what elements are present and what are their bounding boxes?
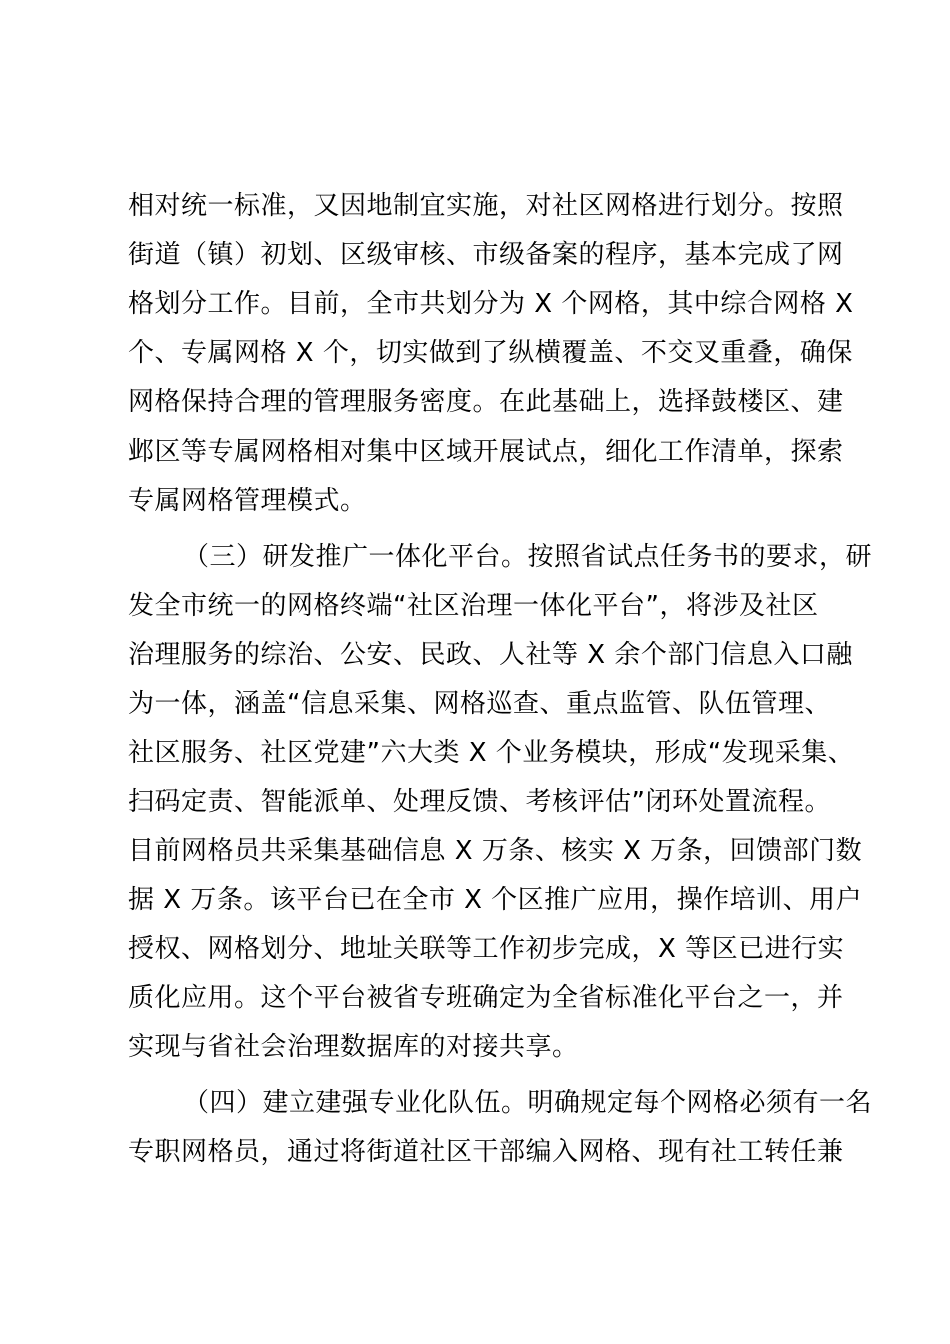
text-line: 专职网格员，通过将街道社区干部编入网格、现有社工转任兼: [128, 1137, 844, 1167]
text-line: 个、专属网格 X 个，切实做到了纵横覆盖、不交叉重叠，确保: [128, 338, 853, 368]
text-line: 发全市统一的网格终端“社区治理一体化平台”，将涉及社区: [128, 591, 819, 621]
text-line: 街道（镇）初划、区级审核、市级备案的程序，基本完成了网: [128, 240, 844, 270]
text-line: 格划分工作。目前，全市共划分为 X 个网格，其中综合网格 X: [128, 289, 854, 319]
text-line: 治理服务的综治、公安、民政、人社等 X 余个部门信息入口融: [128, 640, 853, 670]
text-line: 邺区等专属网格相对集中区域开展试点，细化工作清单，探索: [128, 437, 844, 467]
text-line: 授权、网格划分、地址关联等工作初步完成，X 等区已进行实: [128, 934, 845, 964]
text-line: 专属网格管理模式。: [128, 486, 367, 516]
section-heading-line: （四）建立建强专业化队伍。明确规定每个网格必须有一名: [183, 1088, 873, 1118]
text-line: 网格保持合理的管理服务密度。在此基础上，选择鼓楼区、建: [128, 387, 844, 417]
text-line: 据 X 万条。该平台已在全市 X 个区推广应用，操作培训、用户: [128, 885, 863, 915]
text-line: 目前网格员共采集基础信息 X 万条、核实 X 万条，回馈部门数: [128, 836, 863, 866]
text-line: 为一体，涵盖“信息采集、网格巡查、重点监管、队伍管理、: [128, 689, 831, 719]
section-heading-line: （三）研发推广一体化平台。按照省试点任务书的要求，研: [183, 542, 873, 572]
text-line: 实现与省社会治理数据库的对接共享。: [128, 1032, 579, 1062]
text-line: 质化应用。这个平台被省专班确定为全省标准化平台之一，并: [128, 983, 844, 1013]
text-line: 扫码定责、智能派单、处理反馈、考核评估”闭环处置流程。: [128, 787, 831, 817]
text-line: 社区服务、社区党建”六大类 X 个业务模块，形成“发现采集、: [128, 738, 855, 768]
text-line: 相对统一标准，又因地制宜实施，对社区网格进行划分。按照: [128, 191, 844, 221]
